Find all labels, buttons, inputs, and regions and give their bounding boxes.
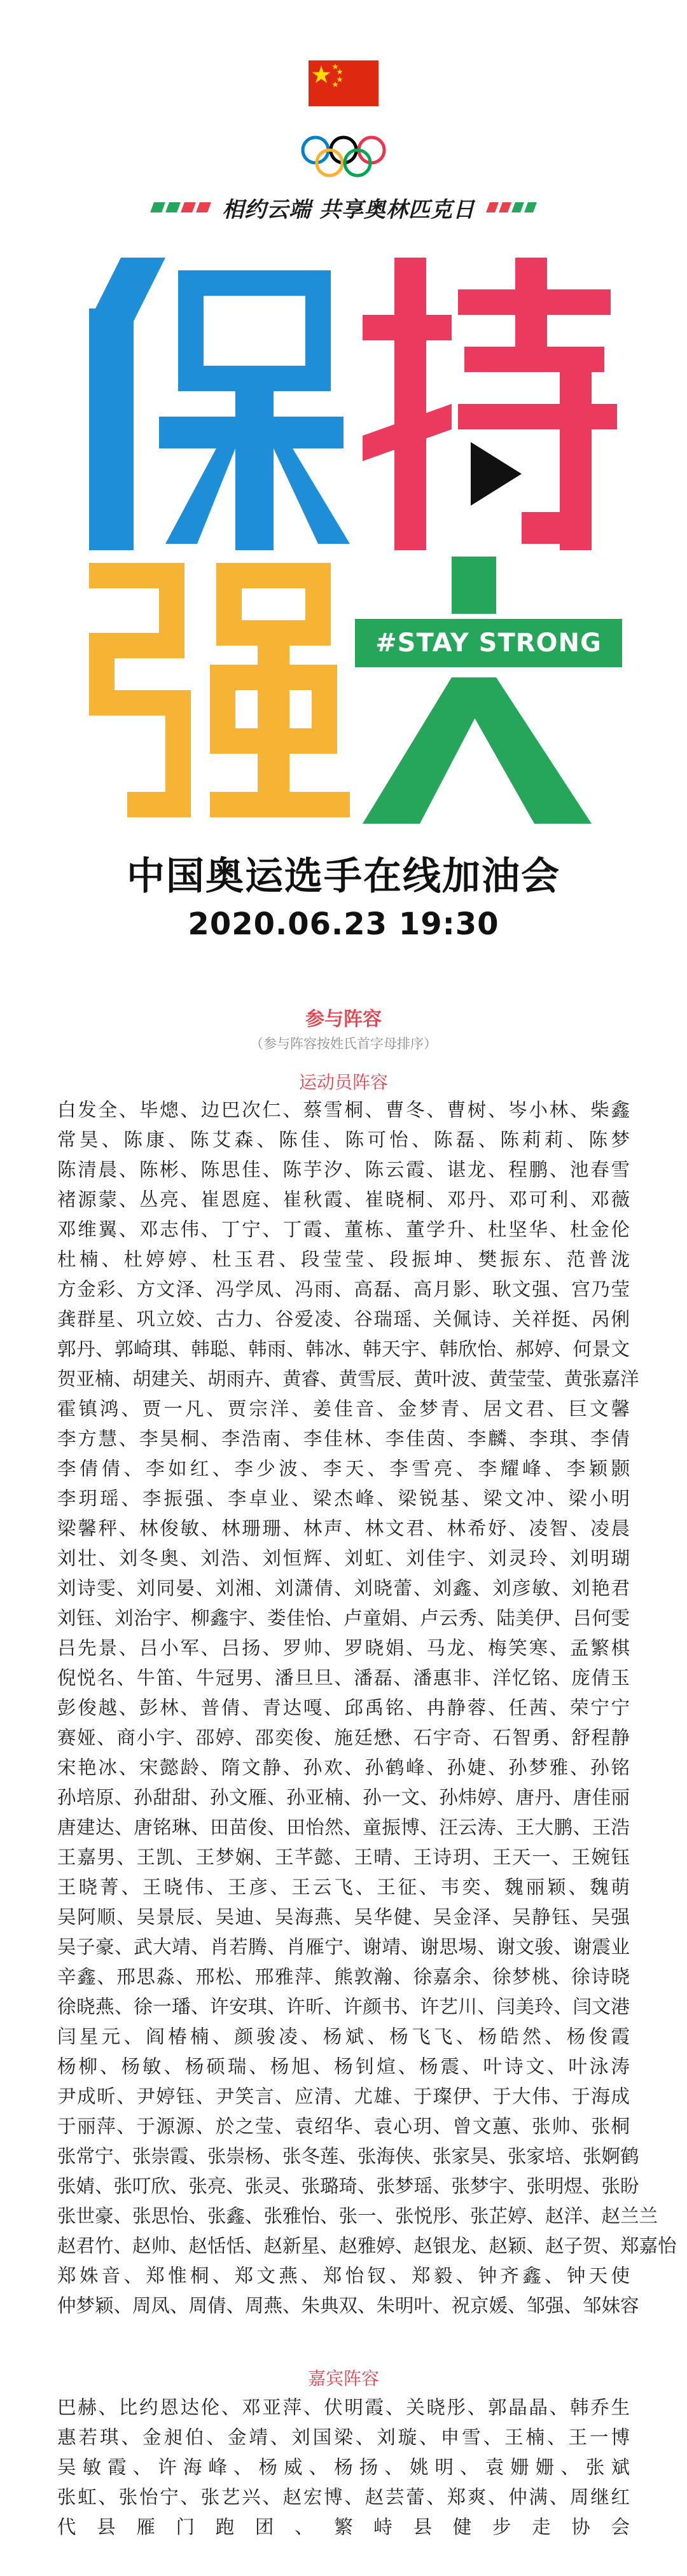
name-line: 巴赫、比约恩达伦、邓亚萍、伏明霞、关晓彤、郭晶晶、韩乔生	[57, 2397, 630, 2418]
name-line: 张世豪、张思怡、张鑫、张雅怡、张一、张悦彤、张芷婷、赵洋、赵兰兰	[57, 2205, 658, 2227]
name-line: 孙培原、孙甜甜、孙文雁、孙亚楠、孙一文、孙炜婷、唐丹、唐佳丽	[57, 1787, 630, 1808]
name-line: 张常宁、张崇霞、张崇杨、张冬莲、张海侠、张家昊、张家培、张婀鹤	[57, 2145, 639, 2167]
name-line: 赛娅、商小宇、邵婷、邵奕俊、施廷懋、石宇奇、石智勇、舒程静	[57, 1727, 630, 1748]
name-line: 白发全、毕熜、边巴次仁、蔡雪桐、曹冬、曹树、岑小林、柴鑫	[57, 1099, 630, 1121]
name-line: 李玥瑶、李振强、李卓业、梁杰峰、梁锐基、梁文冲、梁小明	[57, 1488, 630, 1509]
name-line: 吴敏霞、许海峰、杨威、杨扬、姚明、袁姗姗、张斌	[57, 2456, 630, 2478]
guests-list	[57, 2393, 630, 2542]
name-line: 代县雁门跑团、繁峙县健步走协会	[57, 2516, 630, 2538]
character-chi	[363, 258, 617, 550]
name-line: 龚群星、巩立姣、古力、谷爱凌、谷瑞瑶、关佩诗、关祥挺、呙俐	[57, 1308, 630, 1330]
athletes-list	[57, 1095, 677, 2321]
name-line: 唐建达、唐铭琳、田苗俊、田怡然、童振博、汪云涛、王大鹏、王浩	[57, 1817, 630, 1838]
name-line: 张婧、张叮欣、张亮、张灵、张璐琦、张梦瑶、张梦宇、张明煜、张盼	[57, 2175, 639, 2197]
stay-strong-badge: #STAY STRONG	[355, 619, 622, 667]
name-line: 赵君竹、赵帅、赵恬恬、赵新星、赵雅婷、赵银龙、赵颖、赵子贺、郑嘉怡	[57, 2235, 677, 2257]
name-line: 刘钰、刘治宇、柳鑫宇、娄佳怡、卢童娟、卢云秀、陆美伊、吕何雯	[57, 1607, 630, 1629]
slogan-text: 相约云端 共享奥林匹克日	[222, 197, 475, 223]
olympic-rings-icon	[298, 135, 389, 179]
name-line: 刘诗雯、刘同晏、刘湘、刘潇倩、刘晓蕾、刘鑫、刘彦敏、刘艳君	[57, 1577, 630, 1599]
name-line: 王嘉男、王凯、王梦娴、王芊懿、王晴、王诗玥、王天一、王婉钰	[57, 1846, 630, 1868]
name-line: 常昊、陈康、陈艾森、陈佳、陈可怡、陈磊、陈莉莉、陈梦	[57, 1129, 630, 1151]
lineup-heading: 参与阵容	[305, 1008, 382, 1030]
name-line: 于丽萍、于源源、於之莹、袁绍华、袁心玥、曾文蕙、张帅、张桐	[57, 2116, 630, 2137]
event-title: 中国奥运选手在线加油会	[127, 854, 560, 899]
name-line: 贺亚楠、胡建关、胡雨卉、黄睿、黄雪辰、黄叶波、黄莹莹、黄张嘉洋	[57, 1368, 639, 1390]
name-line: 吴子豪、武大靖、肖若腾、肖雁宁、谢靖、谢思埸、谢文骏、谢震业	[57, 1936, 630, 1958]
slogan-banner	[0, 191, 687, 224]
character-bao	[89, 258, 350, 550]
name-line: 吕先景、吕小军、吕扬、罗帅、罗晓娟、马龙、梅笑寒、孟繁棋	[57, 1637, 630, 1659]
name-line: 张虹、张怡宁、张艺兴、赵宏博、赵芸蕾、郑爽、仲满、周继红	[57, 2486, 630, 2508]
name-line: 郭丹、郭崎琪、韩聪、韩雨、韩冰、韩天宇、韩欣怡、郝婷、何景文	[57, 1338, 630, 1360]
name-line: 惠若琪、金昶伯、金靖、刘国梁、刘璇、申雪、王楠、王一博	[57, 2427, 630, 2448]
name-line: 杜楠、杜婷婷、杜玉君、段莹莹、段振坤、樊振东、范普泷	[57, 1249, 630, 1270]
character-da	[363, 557, 592, 824]
slogan-stripes-right-icon	[486, 202, 537, 212]
lineup-sort-note: （参与阵容按姓氏首字母排序）	[250, 1036, 437, 1051]
name-line: 仲梦颖、周凤、周倩、周燕、朱典双、朱明叶、祝京媛、邹强、邹妹容	[57, 2295, 639, 2316]
guests-heading: 嘉宾阵容	[307, 2368, 379, 2389]
name-line: 宋艳冰、宋懿龄、隋文静、孙欢、孙鹤峰、孙婕、孙梦雅、孙铭	[57, 1757, 630, 1778]
name-line: 邓维翼、邓志伟、丁宁、丁霞、董栋、董学升、杜坚华、杜金伦	[57, 1219, 630, 1240]
name-line: 方金彩、方文泽、冯学凤、冯雨、高磊、高月影、耿文强、宫乃莹	[57, 1278, 630, 1300]
name-line: 倪悦名、牛笛、牛冠男、潘旦旦、潘磊、潘惠非、洋忆铭、庞倩玉	[57, 1667, 630, 1689]
name-line: 霍镇鸿、贾一凡、贾宗洋、姜佳音、金梦青、居文君、巨文馨	[57, 1398, 630, 1420]
athletes-heading: 运动员阵容	[298, 1072, 388, 1093]
name-line: 褚源蒙、丛亮、崔恩庭、崔秋霞、崔晓桐、邓丹、邓可利、邓薇	[57, 1189, 630, 1210]
name-line: 王晓菁、王晓伟、王彦、王云飞、王征、韦奕、魏丽颖、魏萌	[57, 1876, 630, 1898]
name-line: 徐晓燕、徐一璠、许安琪、许昕、许颜书、许艺川、闫美玲、闫文港	[57, 1996, 630, 2018]
name-line: 尹成昕、尹婷钰、尹笑言、应清、尤雄、于璨伊、于大伟、于海成	[57, 2086, 630, 2107]
name-line: 刘壮、刘冬奥、刘浩、刘恒辉、刘虹、刘佳宇、刘灵玲、刘明瑚	[57, 1548, 630, 1569]
name-line: 梁馨秤、林俊敏、林珊珊、林声、林文君、林希妤、凌智、凌晨	[57, 1518, 630, 1539]
china-flag-icon	[309, 60, 378, 106]
stay-strong-artwork	[64, 245, 623, 836]
name-line: 郑姝音、郑惟桐、郑文燕、郑怡钗、郑毅、钟齐鑫、钟天使	[57, 2265, 630, 2287]
name-line: 辛鑫、邢思淼、邢松、邢雅萍、熊敦瀚、徐嘉余、徐梦桃、徐诗晓	[57, 1966, 630, 1988]
event-datetime: 2020.06.23 19:30	[188, 906, 499, 942]
slogan-stripes-left-icon	[150, 202, 211, 212]
character-qiang	[89, 563, 350, 817]
name-line: 杨柳、杨敏、杨硕瑞、杨旭、杨钊煊、杨震、叶诗文、叶泳涛	[57, 2056, 630, 2077]
name-line: 吴阿顺、吴景辰、吴迪、吴海燕、吴华健、吴金泽、吴静钰、吴强	[57, 1906, 630, 1928]
name-line: 李方慧、李昊桐、李浩南、李佳林、李佳茵、李麟、李琪、李倩	[57, 1428, 630, 1450]
name-line: 李倩倩、李如红、李少波、李天、李雪亮、李耀峰、李颖颢	[57, 1458, 630, 1479]
name-line: 陈清晨、陈彬、陈思佳、陈芋汐、陈云霞、谌龙、程鹏、池春雪	[57, 1159, 630, 1181]
name-line: 彭俊越、彭林、普倩、青达嘎、邱禹铭、冉静蓉、任茜、荣宁宁	[57, 1697, 630, 1719]
name-line: 闫星元、阎椿楠、颜骏凌、杨斌、杨飞飞、杨皓然、杨俊霞	[57, 2026, 630, 2047]
